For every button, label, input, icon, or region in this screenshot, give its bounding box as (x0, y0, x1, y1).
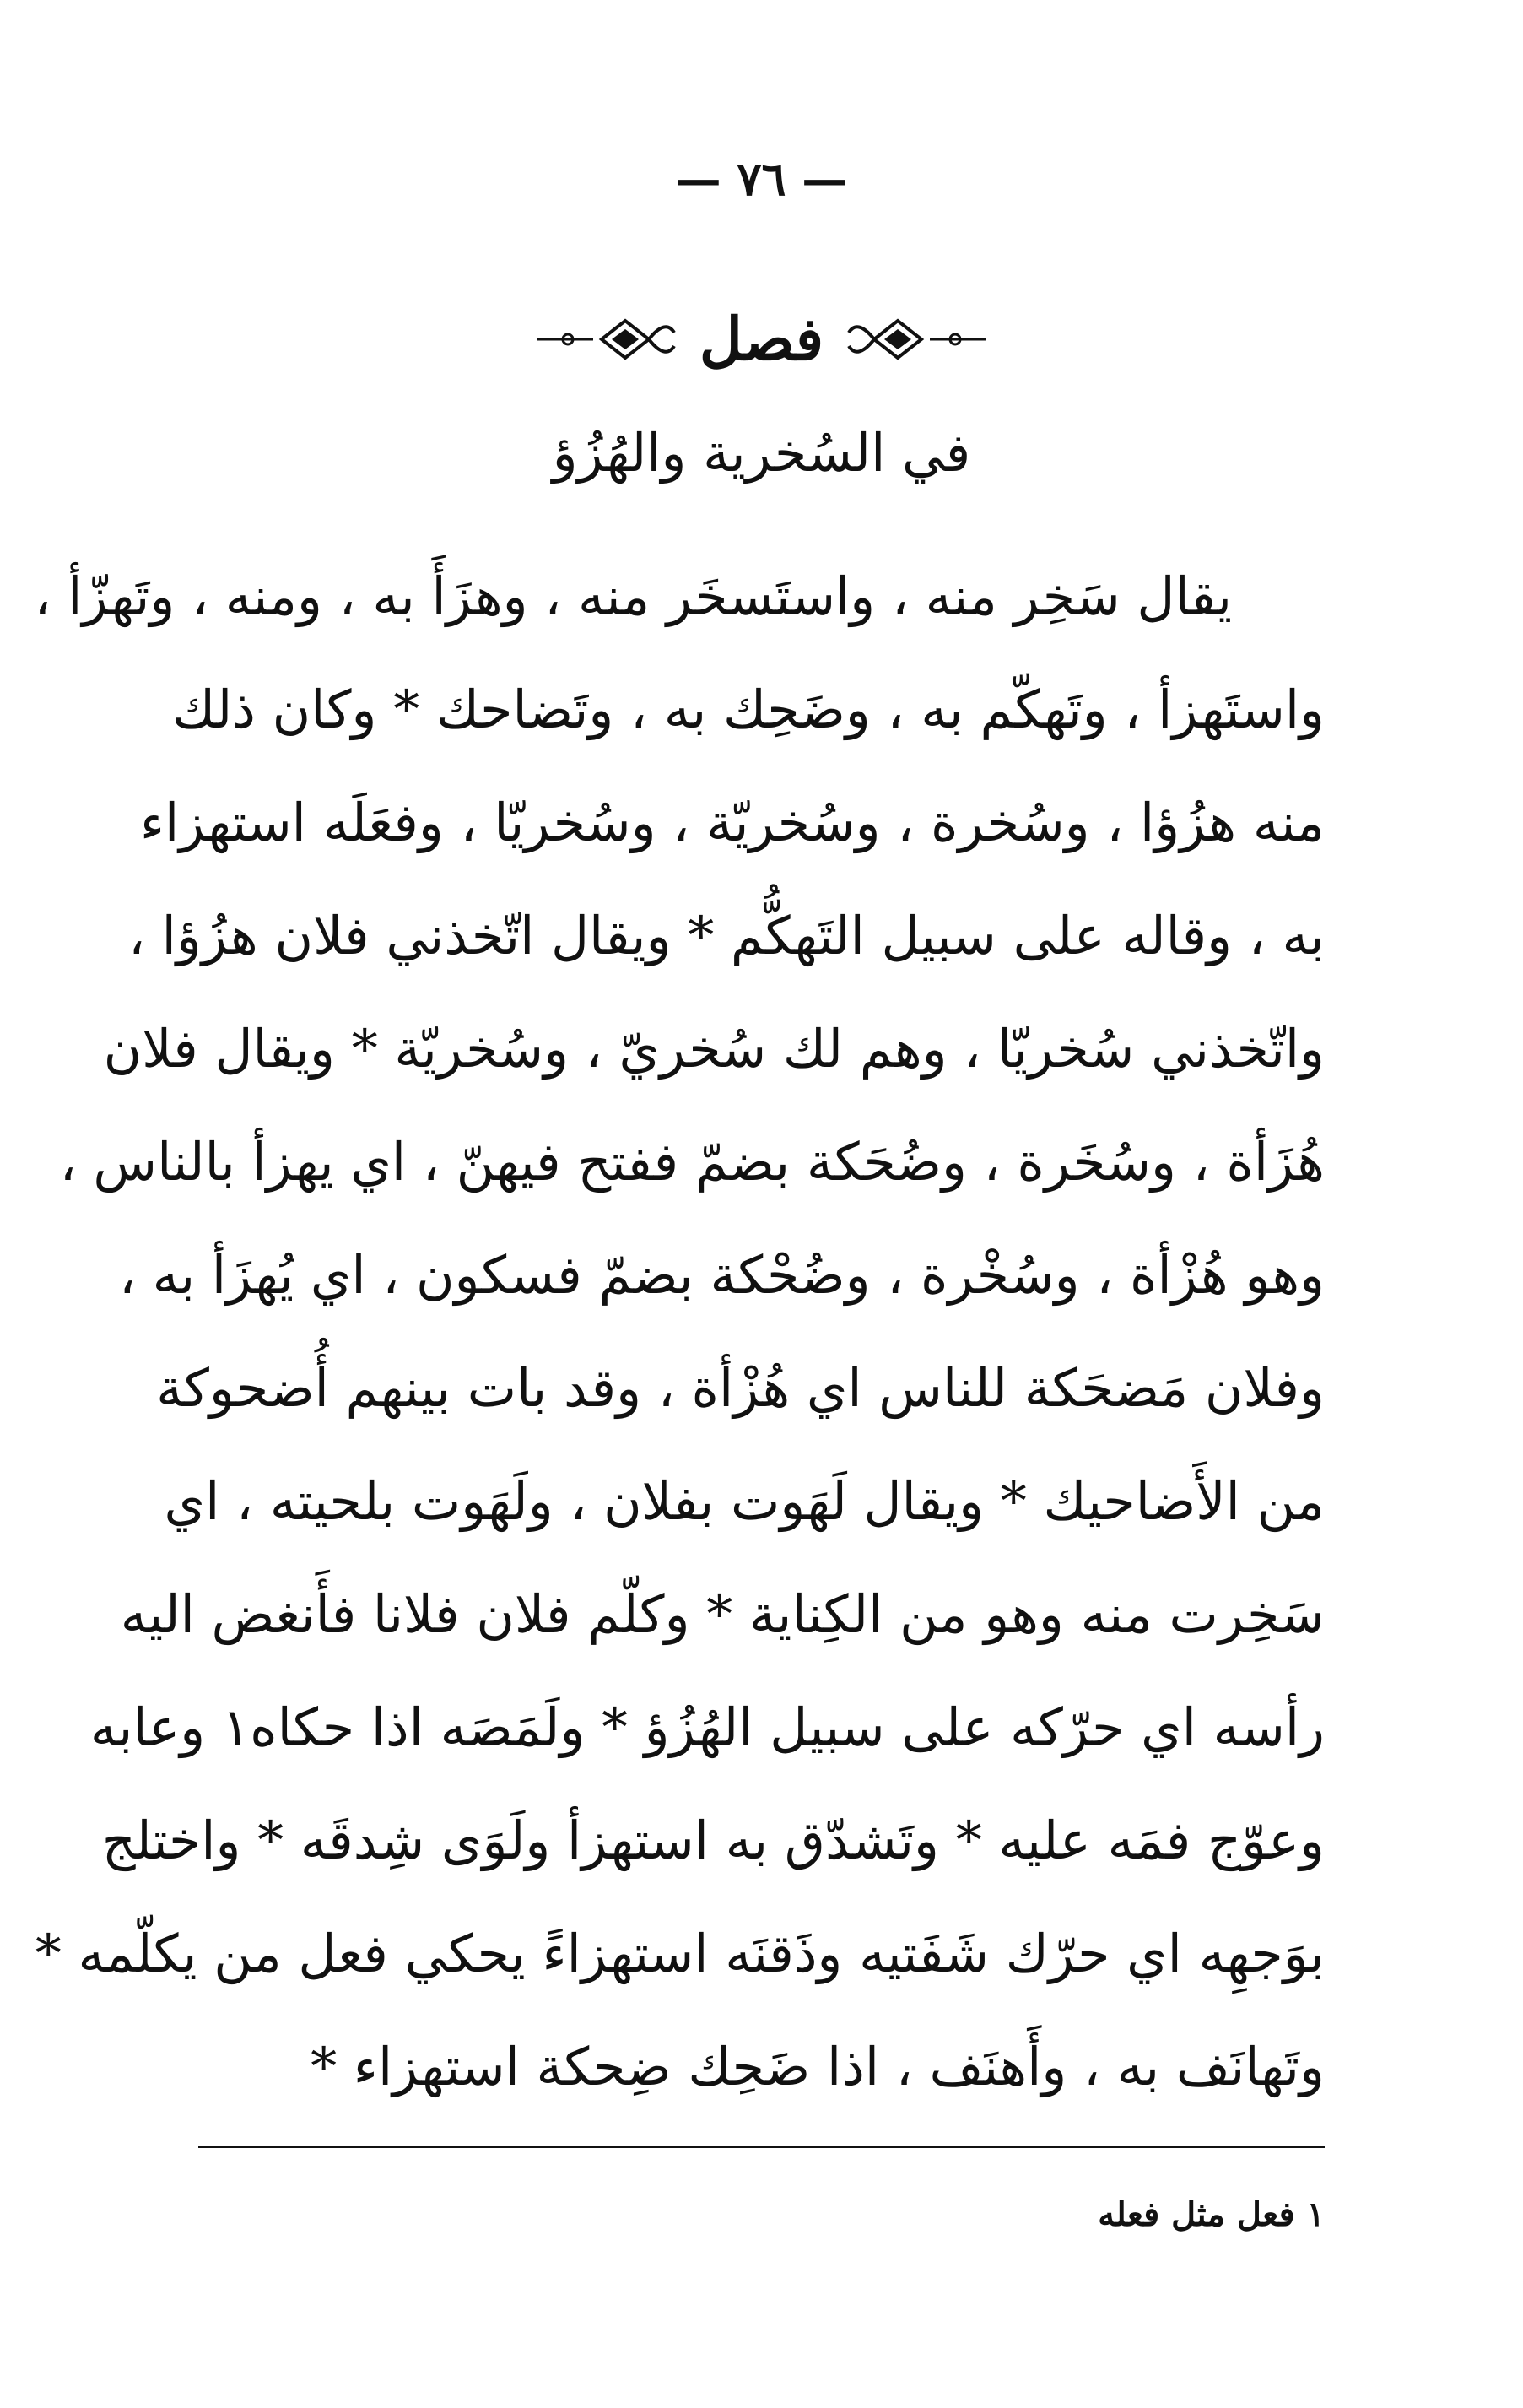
page-number: — ٧٦ — (675, 152, 848, 206)
text-line: هُزَأة ، وسُخَرة ، وضُحَكة بضمّ ففتح فيهنّ ، اي يهزأ بالناس ، (59, 1131, 1325, 1193)
text-line: وتَهانَف به ، وأَهنَف ، اذا ضَحِك ضِحكة استهزاء * (311, 2036, 1325, 2097)
text-line: منه هزُؤا ، وسُخرة ، وسُخريّة ، وسُخريّا ، وفعَلَه استهزاء (139, 792, 1325, 853)
text-line: سَخِرت منه وهو من الكِناية * وكلّم فلان فلانا فأَنغض اليه (120, 1583, 1325, 1645)
footnote-divider (198, 2146, 1325, 2148)
text-line: رأسه اي حرّكه على سبيل الهُزُؤ * ولَمَصَه اذا حكاه١ وعابه (89, 1696, 1325, 1758)
section-subtitle: في السُخرية والهُزُؤ (552, 422, 971, 484)
footnote: ١ فعل مثل فعله (1098, 2194, 1325, 2234)
ornament-left-icon (845, 314, 989, 365)
text-line: به ، وقاله على سبيل التَهكُّم * ويقال اتّخذني فلان هزُؤا ، (127, 905, 1325, 966)
text-line: بوَجهِه اي حرّك شَفَتيه وذَقنَه استهزاءً يحكي فعل من يكلّمه * (35, 1923, 1325, 1984)
text-line: من الأَضاحيك * ويقال لَهَوت بفلان ، ولَهَوت بلحيته ، اي (164, 1470, 1325, 1532)
text-line: واتّخذني سُخريّا ، وهم لك سُخريّ ، وسُخريّة * ويقال فلان (103, 1018, 1325, 1080)
text-line: واستَهزأ ، وتَهكّم به ، وضَحِك به ، وتَضاحك * وكان ذلك (172, 679, 1325, 740)
ornament-right-icon (534, 314, 678, 365)
text-line: وعوّج فمَه عليه * وتَشدّق به استهزأ ولَوَى شِدقَه * واختلج (101, 1810, 1325, 1871)
section-heading (0, 304, 1523, 374)
text-line: يقال سَخِر منه ، واستَسخَر منه ، وهزَأَ به ، ومنه ، وتَهزّأ ، (34, 565, 1232, 627)
section-title: فصل (699, 304, 824, 374)
body-text (34, 540, 1325, 2124)
text-line: وفلان مَضحَكة للناس اي هُزْأة ، وقد بات بينهم أُضحوكة (156, 1357, 1325, 1419)
text-line: وهو هُزْأة ، وسُخْرة ، وضُحْكة بضمّ فسكون ، اي يُهزَأ به ، (118, 1244, 1325, 1306)
